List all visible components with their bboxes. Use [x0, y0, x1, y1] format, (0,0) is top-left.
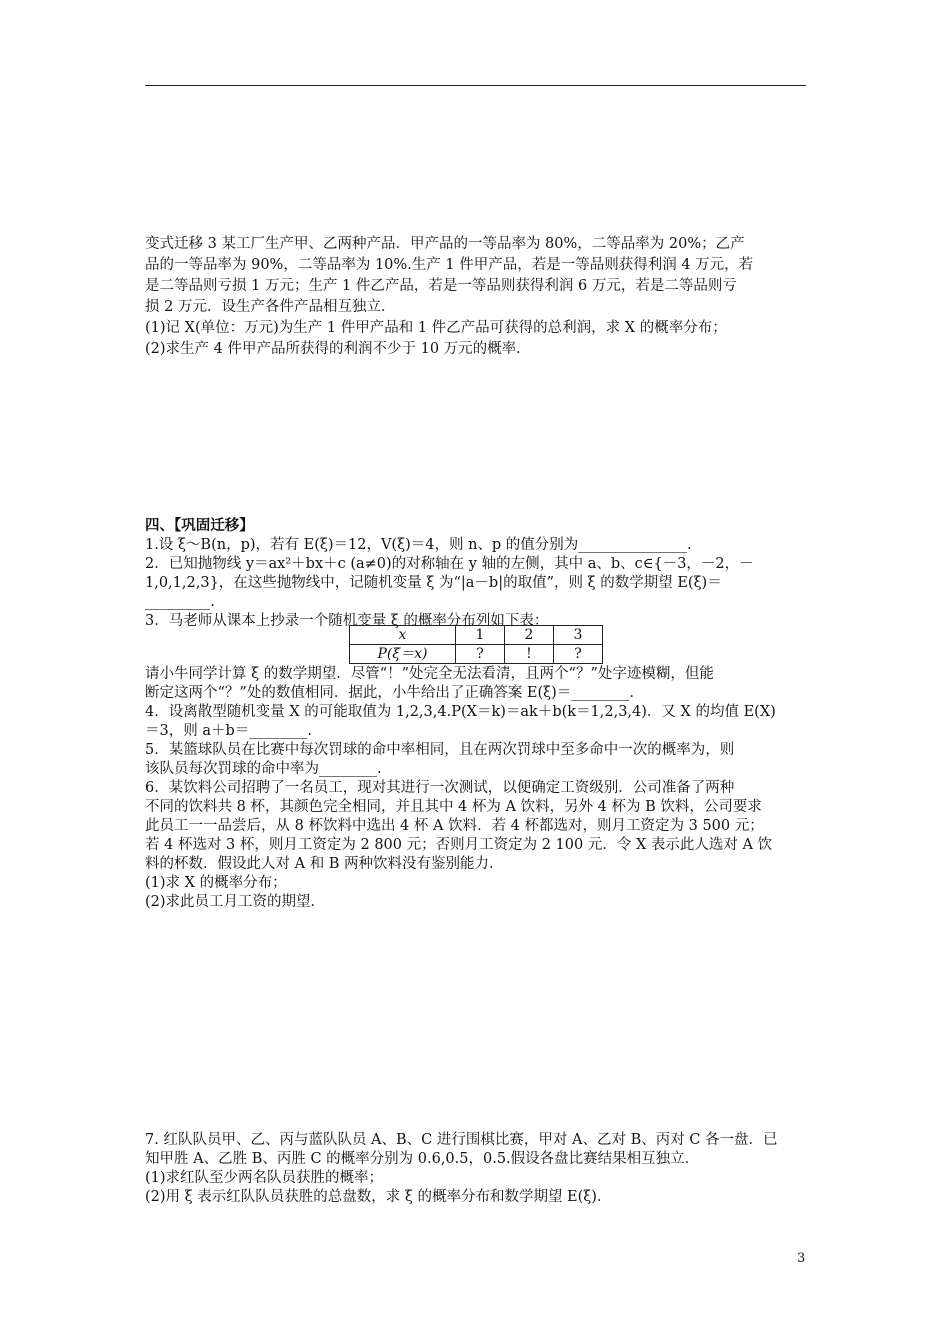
table-cell: !: [505, 645, 554, 664]
text-line: 不同的饮料共 8 杯，其颜色完全相同，并且其中 4 杯为 A 饮料，另外 4 杯为 B 饮料，公司要求: [145, 799, 762, 815]
section-heading: 四、【巩固迁移】: [145, 517, 254, 534]
text-line: (1)求红队至少两名队员获胜的概率；: [145, 1170, 384, 1186]
text-line: 1.设 ξ～B(n，p)，若有 E(ξ)＝12，V(ξ)＝4，则 n、p 的值分别为_______________.: [145, 537, 692, 553]
text-line: 请小牛同学计算 ξ 的数学期望．尽管“！”处完全无法看清，且两个“？”处字迹模糊，但能: [145, 666, 714, 682]
text-line: 1,0,1,2,3}，在这些抛物线中，记随机变量 ξ 为“|a－b|的取值”，则 ξ 的数学期望 E(ξ)＝: [145, 575, 722, 591]
text-line: (2)求此员工月工资的期望．: [145, 894, 326, 910]
text-line: (2)用 ξ 表示红队队员获胜的总盘数，求 ξ 的概率分布和数学期望 E(ξ)．: [145, 1189, 612, 1205]
text-line: 料的杯数．假设此人对 A 和 B 两种饮料没有鉴别能力．: [145, 856, 504, 872]
consolidation-section-continued: [145, 664, 807, 914]
text-line: ＝3，则 a＋b＝________.: [145, 723, 312, 739]
table-cell: 2: [505, 626, 554, 645]
text-line: 此员工一一品尝后，从 8 杯饮料中选出 4 杯 A 饮料．若 4 杯都选对，则月工资定为 3 500 元；: [145, 818, 764, 834]
text-line: (1)记 X(单位：万元)为生产 1 件甲产品和 1 件乙产品可获得的总利润，求 X 的概率分布；: [145, 320, 727, 336]
text-line: 5．某篮球队员在比赛中每次罚球的命中率相同，且在两次罚球中至多命中一次的概率为，则: [145, 742, 735, 758]
exercise-variant-3: [145, 234, 807, 364]
table-row: [350, 645, 603, 664]
table-row: [350, 626, 603, 645]
text-line: 品的一等品率为 90%，二等品率为 10%.生产 1 件甲产品，若是一等品则获得利润 4 万元，若: [145, 257, 754, 273]
text-line: 变式迁移 3 某工厂生产甲、乙两种产品．甲产品的一等品率为 80%，二等品率为 20%；乙产: [145, 236, 745, 252]
text-line: 该队员每次罚球的命中率为________.: [145, 761, 382, 777]
text-line: (1)求 X 的概率分布；: [145, 875, 287, 891]
question-7: [145, 1130, 807, 1220]
text-line: 损 2 万元．设生产各件产品相互独立．: [145, 299, 396, 315]
text-line: 是二等品则亏损 1 万元；生产 1 件乙产品，若是一等品则获得利润 6 万元，若是二等品则亏: [145, 278, 737, 294]
text-line: 3．马老师从课本上抄录一个随机变量 ξ 的概率分布列如下表：: [145, 613, 549, 629]
table-row-label: P(ξ＝x): [350, 645, 456, 664]
header-rule: [145, 85, 806, 86]
table-cell: ?: [456, 645, 505, 664]
consolidation-section: [145, 516, 807, 629]
text-line: _________.: [145, 594, 215, 610]
text-line: 7. 红队队员甲、乙、丙与蓝队队员 A、B、C 进行围棋比赛，甲对 A、乙对 B、丙对 C 各一盘．已: [145, 1132, 778, 1148]
text-line: 4．设离散型随机变量 X 的可能取值为 1,2,3,4.P(X＝k)＝ak＋b(k＝1,2,3,4)．又 X 的均值 E(X): [145, 704, 776, 720]
text-line: (2)求生产 4 件甲产品所获得的利润不少于 10 万元的概率．: [145, 341, 531, 357]
text-line: 知甲胜 A、乙胜 B、丙胜 C 的概率分别为 0.6,0.5，0.5.假设各盘比赛结果相互独立．: [145, 1151, 700, 1167]
text-line: 断定这两个“？”处的数值相同．据此，小牛给出了正确答案 E(ξ)＝________.: [145, 685, 634, 701]
text-line: 若 4 杯选对 3 杯，则月工资定为 2 800 元；否则月工资定为 2 100 元．令 X 表示此人选对 A 饮: [145, 837, 773, 853]
table-header-x: x: [350, 626, 456, 645]
text-line: 2．已知抛物线 y＝ax²＋bx＋c (a≠0)的对称轴在 y 轴的左侧，其中 a、b、c∈{－3，－2，－: [145, 556, 754, 572]
page-number: 3: [797, 1251, 806, 1266]
probability-distribution-table: [349, 625, 603, 664]
table-cell: ?: [554, 645, 603, 664]
table-cell: 3: [554, 626, 603, 645]
text-line: 6．某饮料公司招聘了一名员工，现对其进行一次测试，以便确定工资级别．公司准备了两种: [145, 780, 735, 796]
table-cell: 1: [456, 626, 505, 645]
